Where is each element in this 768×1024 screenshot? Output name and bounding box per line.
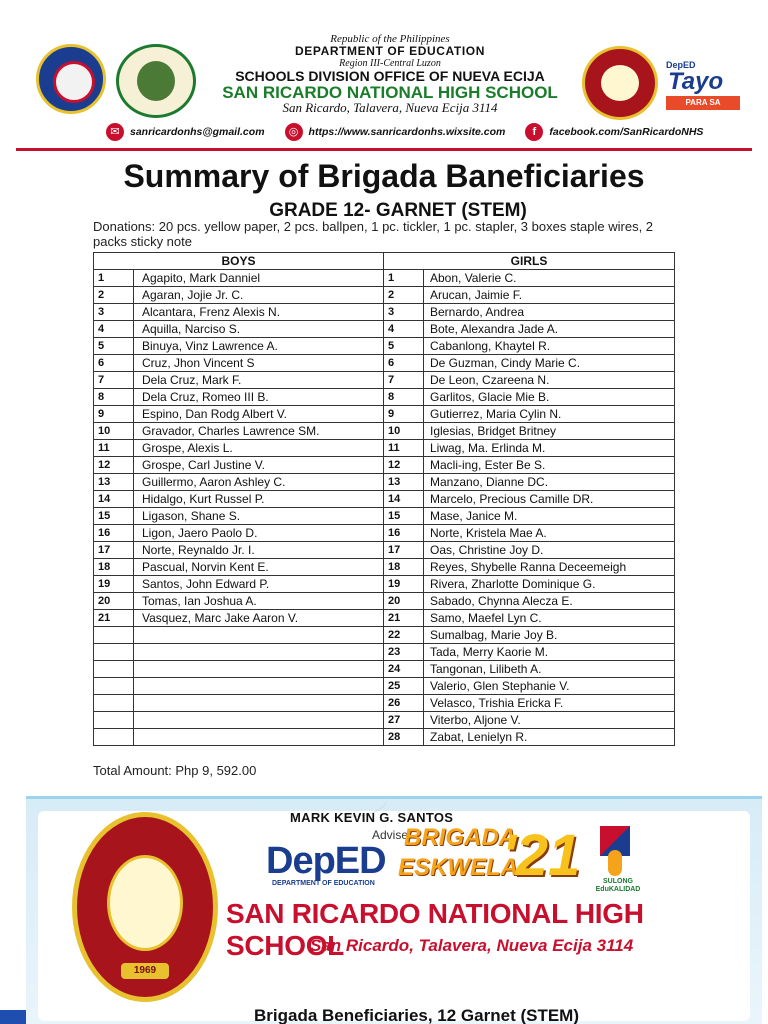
facebook-icon: f (525, 123, 543, 141)
table-row (94, 559, 675, 576)
banner-address: San Ricardo, Talavera, Nueva Ecija 3114 (310, 936, 634, 955)
girl-name: Rivera, Zharlotte Dominique G. (424, 576, 675, 593)
girl-name: Bote, Alexandra Jade A. (424, 321, 675, 338)
boy-number: 7 (94, 372, 134, 389)
boy-number: 15 (94, 508, 134, 525)
adviser-role: Adviser (372, 828, 413, 842)
grade-section: GRADE 12- GARNET (STEM) (269, 200, 527, 221)
boy-name (134, 729, 384, 746)
girl-name: Viterbo, Aljone V. (424, 712, 675, 729)
sulong-text: SULONG EduKALIDAD (595, 878, 641, 893)
website-contact[interactable] (285, 123, 506, 141)
table-row (94, 338, 675, 355)
table-row (94, 678, 675, 695)
boy-number: 1 (94, 270, 134, 287)
girl-number: 22 (384, 627, 424, 644)
boy-number: 17 (94, 542, 134, 559)
girl-name: Zabat, Lenielyn R. (424, 729, 675, 746)
boy-name (134, 661, 384, 678)
girl-name: Sabado, Chynna Alecza E. (424, 593, 675, 610)
boy-name: Dela Cruz, Romeo III B. (134, 389, 384, 406)
table-row (94, 355, 675, 372)
table-row (94, 270, 675, 287)
boy-name: Guillermo, Aaron Ashley C. (134, 474, 384, 491)
tayo-sub-text: PARA SA EDUKASYON (666, 96, 740, 110)
girl-name: Valerio, Glen Stephanie V. (424, 678, 675, 695)
girl-number: 11 (384, 440, 424, 457)
boy-number (94, 627, 134, 644)
boy-number: 4 (94, 321, 134, 338)
boy-name (134, 627, 384, 644)
boy-name: Aquilla, Narciso S. (134, 321, 384, 338)
boy-name: Grospe, Alexis L. (134, 440, 384, 457)
boy-name: Agapito, Mark Danniel (134, 270, 384, 287)
table-row (94, 304, 675, 321)
table-row (94, 491, 675, 508)
table-row (94, 627, 675, 644)
brigada-eskwela-logo (396, 820, 586, 898)
girl-number: 28 (384, 729, 424, 746)
boy-name: Tomas, Ian Joshua A. (134, 593, 384, 610)
seal-year: 1969 (121, 963, 169, 979)
banner-school-name: SAN RICARDO NATIONAL HIGH SCHOOL (226, 898, 644, 961)
girl-number: 14 (384, 491, 424, 508)
table-row (94, 321, 675, 338)
girl-number: 25 (384, 678, 424, 695)
boy-name: Norte, Reynaldo Jr. I. (134, 542, 384, 559)
banner-edge-strip (0, 1010, 26, 1024)
girl-number: 24 (384, 661, 424, 678)
girl-name: Samo, Maefel Lyn C. (424, 610, 675, 627)
donations-text: Donations: 20 pcs. yellow paper, 2 pcs. ballpen, 1 pc. tickler, 1 pc. stapler, 3 boxes staple wires, 2 packs sticky note (93, 219, 654, 249)
girl-name: De Leon, Czareena N. (424, 372, 675, 389)
table-row (94, 712, 675, 729)
boy-number (94, 712, 134, 729)
table-row (94, 287, 675, 304)
girl-name: Garlitos, Glacie Mie B. (424, 389, 675, 406)
boys-header: BOYS (94, 253, 384, 270)
girl-number: 10 (384, 423, 424, 440)
letterhead-divider (16, 148, 752, 151)
table-header-row (94, 253, 675, 270)
girl-number: 8 (384, 389, 424, 406)
girl-name: Sumalbag, Marie Joy B. (424, 627, 675, 644)
table-row (94, 542, 675, 559)
girl-number: 27 (384, 712, 424, 729)
banner-caption: Brigada Beneficiaries, 12 Garnet (STEM) (254, 1006, 579, 1024)
girl-number: 17 (384, 542, 424, 559)
beneficiaries-table (93, 252, 675, 746)
boy-name: Pascual, Norvin Kent E. (134, 559, 384, 576)
girl-name: Bernardo, Andrea (424, 304, 675, 321)
boy-name: Gravador, Charles Lawrence SM. (134, 423, 384, 440)
girl-number: 9 (384, 406, 424, 423)
table-row (94, 593, 675, 610)
boy-name: Binuya, Vinz Lawrence A. (134, 338, 384, 355)
girl-number: 20 (384, 593, 424, 610)
girl-number: 2 (384, 287, 424, 304)
girl-number: 18 (384, 559, 424, 576)
table-row (94, 661, 675, 678)
girl-number: 7 (384, 372, 424, 389)
girls-header: GIRLS (384, 253, 675, 270)
boy-name: Ligason, Shane S. (134, 508, 384, 525)
boy-name (134, 695, 384, 712)
table-row (94, 389, 675, 406)
girl-number: 3 (384, 304, 424, 321)
boy-number: 16 (94, 525, 134, 542)
boy-number (94, 644, 134, 661)
tayo-word: Tayo (668, 68, 724, 95)
girl-number: 12 (384, 457, 424, 474)
boy-number: 9 (94, 406, 134, 423)
boy-number (94, 695, 134, 712)
girl-number: 26 (384, 695, 424, 712)
seal-emblem (107, 855, 183, 951)
boy-number: 11 (94, 440, 134, 457)
contact-row (106, 122, 723, 142)
girl-name: Mase, Janice M. (424, 508, 675, 525)
boy-name: Vasquez, Marc Jake Aaron V. (134, 610, 384, 627)
girl-number: 19 (384, 576, 424, 593)
boy-name: Santos, John Edward P. (134, 576, 384, 593)
girl-number: 21 (384, 610, 424, 627)
boy-number: 20 (94, 593, 134, 610)
school-name: SAN RICARDO NATIONAL HIGH SCHOOL (222, 83, 558, 102)
boy-number: 12 (94, 457, 134, 474)
boy-name: Espino, Dan Rodg Albert V. (134, 406, 384, 423)
adviser-name: MARK KEVIN G. SANTOS (290, 810, 454, 825)
school-address: San Ricardo, Talavera, Nueva Ecija 3114 (282, 100, 498, 115)
boy-number (94, 729, 134, 746)
email-contact[interactable] (106, 123, 265, 141)
boy-number: 21 (94, 610, 134, 627)
boy-number (94, 661, 134, 678)
boy-number: 3 (94, 304, 134, 321)
girl-name: Abon, Valerie C. (424, 270, 675, 287)
boy-name (134, 678, 384, 695)
department-text: DEPARTMENT OF EDUCATION (294, 44, 485, 58)
division-seal-logo (116, 44, 196, 118)
girl-name: Manzano, Dianne DC. (424, 474, 675, 491)
girl-number: 15 (384, 508, 424, 525)
table-row (94, 525, 675, 542)
girl-name: Norte, Kristela Mae A. (424, 525, 675, 542)
girl-name: Cabanlong, Khaytel R. (424, 338, 675, 355)
boy-number: 18 (94, 559, 134, 576)
globe-icon: ◎ (285, 123, 303, 141)
region-text: Region III-Central Luzon (339, 58, 441, 69)
girl-number: 5 (384, 338, 424, 355)
girl-name: Velasco, Trishia Ericka F. (424, 695, 675, 712)
table-row (94, 576, 675, 593)
boy-number: 19 (94, 576, 134, 593)
table-row (94, 610, 675, 627)
boy-name: Hidalgo, Kurt Russel P. (134, 491, 384, 508)
deped-sub-text: DEPARTMENT OF EDUCATION (272, 880, 375, 887)
boy-number: 5 (94, 338, 134, 355)
sulong-edukalidad-logo (594, 826, 642, 894)
girl-number: 4 (384, 321, 424, 338)
table-row (94, 372, 675, 389)
boy-number: 14 (94, 491, 134, 508)
brigada-year: '21 (502, 823, 581, 888)
email-icon: ✉ (106, 123, 124, 141)
table-row (94, 406, 675, 423)
website-text[interactable]: https://www.sanricardonhs.wixsite.com (308, 126, 506, 138)
boy-name: Grospe, Carl Justine V. (134, 457, 384, 474)
boy-name (134, 712, 384, 729)
girl-name: Oas, Christine Joy D. (424, 542, 675, 559)
boy-name: Cruz, Jhon Vincent S (134, 355, 384, 372)
table-row (94, 457, 675, 474)
school-seal-logo (582, 46, 658, 120)
boy-number: 2 (94, 287, 134, 304)
boy-number: 6 (94, 355, 134, 372)
table-body (94, 270, 675, 746)
table-row (94, 440, 675, 457)
boy-name: Ligon, Jaero Paolo D. (134, 525, 384, 542)
table-row (94, 508, 675, 525)
girl-name: Tada, Merry Kaorie M. (424, 644, 675, 661)
republic-text: Republic of the Philippines (330, 33, 450, 45)
table-row (94, 729, 675, 746)
email-text[interactable]: sanricardonhs@gmail.com (130, 126, 265, 138)
girl-name: Marcelo, Precious Camille DR. (424, 491, 675, 508)
deped-seal-logo (36, 44, 106, 114)
girl-name: Gutierrez, Maria Cylin N. (424, 406, 675, 423)
facebook-contact[interactable] (525, 123, 703, 141)
letterhead (0, 0, 768, 150)
boy-name: Agaran, Jojie Jr. C. (134, 287, 384, 304)
girl-name: Iglesias, Bridget Britney (424, 423, 675, 440)
brigada-word: BRIGADA (404, 824, 516, 851)
girl-name: Macli-ing, Ester Be S. (424, 457, 675, 474)
table-row (94, 695, 675, 712)
girl-name: Arucan, Jaimie F. (424, 287, 675, 304)
division-text: SCHOOLS DIVISION OFFICE OF NUEVA ECIJA (235, 68, 545, 84)
girl-number: 6 (384, 355, 424, 372)
table-row (94, 474, 675, 491)
boy-name (134, 644, 384, 661)
boy-number: 8 (94, 389, 134, 406)
boy-name: Dela Cruz, Mark F. (134, 372, 384, 389)
boy-number: 10 (94, 423, 134, 440)
girl-number: 23 (384, 644, 424, 661)
total-amount: Total Amount: Php 9, 592.00 (93, 763, 257, 778)
deped-word: DepED (266, 840, 386, 882)
table-row (94, 644, 675, 661)
facebook-text[interactable]: facebook.com/SanRicardoNHS (549, 126, 704, 138)
girl-number: 1 (384, 270, 424, 287)
tayo-deped-text: DepED (666, 60, 696, 70)
school-seal-large-logo (72, 812, 218, 1002)
girl-name: Reyes, Shybelle Ranna Deceemeigh (424, 559, 675, 576)
boy-number: 13 (94, 474, 134, 491)
runner-figure-icon (608, 850, 622, 876)
girl-name: Tangonan, Lilibeth A. (424, 661, 675, 678)
girl-name: Liwag, Ma. Erlinda M. (424, 440, 675, 457)
girl-name: De Guzman, Cindy Marie C. (424, 355, 675, 372)
boy-number (94, 678, 134, 695)
girl-number: 16 (384, 525, 424, 542)
boy-name: Alcantara, Frenz Alexis N. (134, 304, 384, 321)
girl-number: 13 (384, 474, 424, 491)
document-title: Summary of Brigada Baneficiaries (123, 158, 645, 194)
table-row (94, 423, 675, 440)
deped-tayo-logo (664, 58, 742, 121)
eskwela-word: ESKWELA (398, 854, 518, 881)
deped-logo (266, 840, 384, 892)
